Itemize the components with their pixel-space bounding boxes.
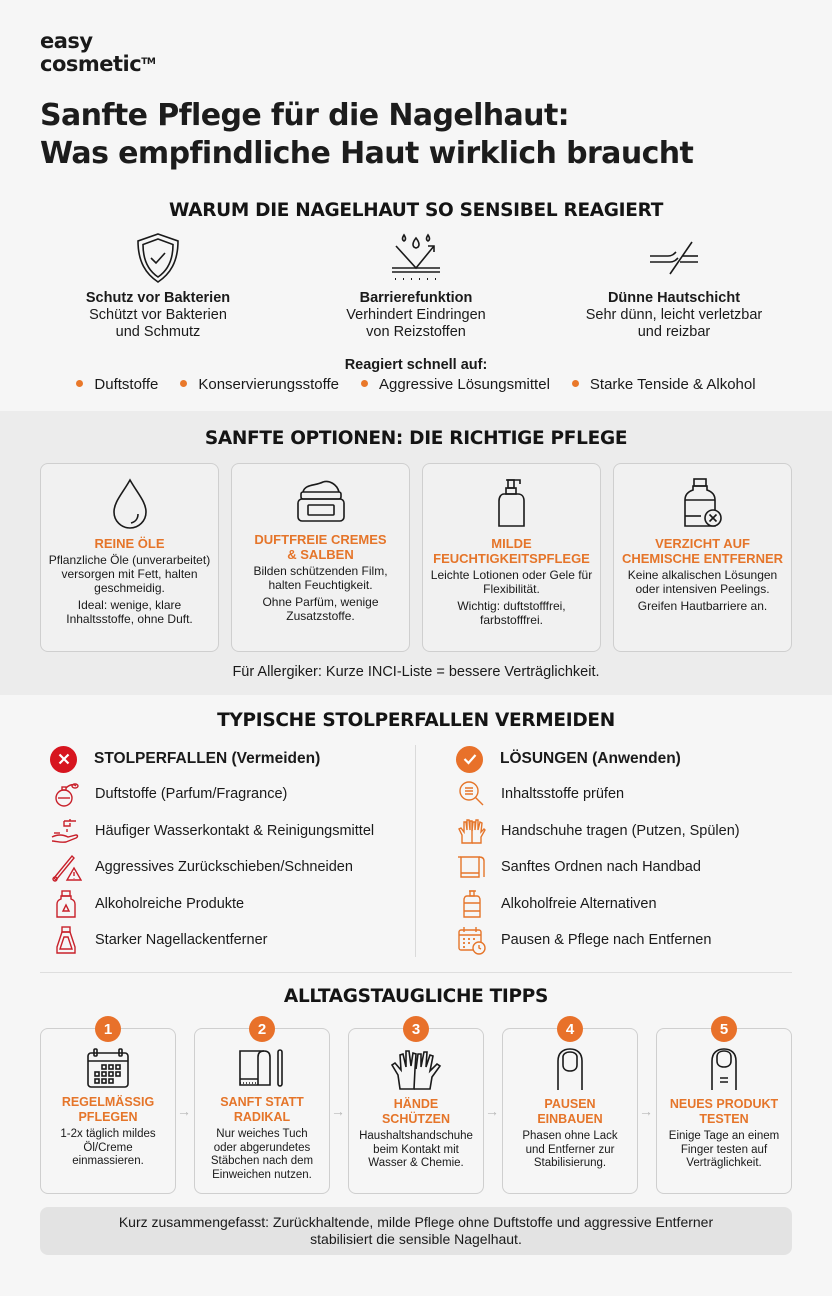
gloves-icon	[390, 1047, 442, 1091]
arrow-right-icon: →	[485, 1103, 499, 1119]
list-item: Duftstoffe	[76, 376, 158, 393]
bottle-x-icon	[679, 476, 727, 530]
allergy-note: Für Allergiker: Kurze INCI-Liste = bessere Verträglichkeit.	[232, 664, 600, 680]
tip-card-3: HÄNDE SCHÜTZEN Haushaltshandschuhe beim Kontakt mit Wasser & Chemie.	[348, 1028, 484, 1194]
calendar-icon	[85, 1047, 131, 1089]
list-item: Starke Tenside & Alkohol	[572, 376, 756, 393]
pitfalls-heading: TYPISCHE STOLPERFALLEN VERMEIDEN	[217, 710, 615, 731]
list-item: Alkoholfreie Alternativen	[446, 886, 740, 923]
why-column-thin-layer: Dünne Hautschicht Sehr dünn, leicht verletzbar und reizbar	[544, 232, 804, 341]
calendar-clock-icon	[454, 925, 490, 955]
cream-jar-icon	[293, 476, 349, 526]
reacts-list	[0, 376, 832, 393]
bullet-icon	[361, 380, 368, 387]
options-heading: SANFTE OPTIONEN: DIE RICHTIGE PFLEGE	[204, 428, 628, 449]
list-item: Alkoholreiche Produkte	[40, 886, 374, 923]
towel-icon	[454, 853, 490, 881]
step-badge-2: 2	[249, 1016, 275, 1042]
x-circle-icon	[50, 746, 77, 773]
pump-bottle-icon	[454, 889, 490, 919]
page-title: Sanfte Pflege für die Nagelhaut: Was empfindliche Haut wirklich braucht	[40, 98, 694, 171]
tip-card-5: NEUES PRODUKT TESTEN Einige Tage an einem Finger testen auf Verträglichkeit.	[656, 1028, 792, 1194]
bullet-icon	[76, 380, 83, 387]
list-item: Duftstoffe (Parfum/Fragrance)	[40, 776, 374, 813]
option-card-moisture: MILDE FEUCHTIGKEITSPFLEGE Leichte Lotionen oder Gele für Flexibilität. Wichtig: duftstofffrei, farbstofffrei.	[422, 463, 601, 652]
magnifier-list-icon	[454, 780, 490, 808]
arrow-right-icon: →	[331, 1103, 345, 1119]
list-item: Starker Nagellackentferner	[40, 922, 374, 959]
summary-box: Kurz zusammengefasst: Zurückhaltende, milde Pflege ohne Duftstoffe und aggressive Entferner stabilisiert die sensible Nagelhaut.	[40, 1207, 792, 1255]
tip-card-4: PAUSEN EINBAUEN Phasen ohne Lack und Entferner zur Stabilisierung.	[502, 1028, 638, 1194]
pusher-warning-icon	[48, 852, 84, 882]
step-badge-5: 5	[711, 1016, 737, 1042]
option-card-creams: DUFTFREIE CREMES & SALBEN Bilden schützenden Film, halten Feuchtigkeit. Ohne Parfüm, wenige Zusatzstoffe.	[231, 463, 410, 652]
brand-logo: easy cosmetic™	[40, 29, 156, 76]
thin-layer-icon	[646, 232, 702, 284]
why-heading: WARUM DIE NAGELHAUT SO SENSIBEL REAGIERT	[168, 200, 664, 221]
list-item: Konservierungsstoffe	[180, 376, 339, 393]
reacts-heading: Reagiert schnell auf:	[344, 357, 488, 373]
drop-icon	[108, 476, 152, 530]
tips-heading: ALLTAGSTAUGLICHE TIPPS	[283, 986, 549, 1007]
list-item: Handschuhe tragen (Putzen, Spülen)	[446, 813, 740, 850]
barrier-icon	[388, 232, 444, 284]
finger-test-icon	[707, 1047, 741, 1091]
alcohol-bottle-icon	[48, 889, 84, 919]
pitfalls-avoid-column: STOLPERFALLEN (Vermeiden) Duftstoffe (Parfum/Fragrance) Häufiger Wasserkontakt & Reinigungsmittel Aggressives Zurückschieben/Schneiden Alkoholreiche Produkte Starker Nagellackentferner	[40, 742, 374, 959]
pump-bottle-icon	[492, 476, 532, 530]
bullet-icon	[572, 380, 579, 387]
arrow-right-icon: →	[639, 1103, 653, 1119]
option-card-no-chemicals: VERZICHT AUF CHEMISCHE ENTFERNER Keine alkalischen Lösungen oder intensiven Peelings. Greifen Hautbarriere an.	[613, 463, 792, 652]
option-card-oils: REINE ÖLE Pflanzliche Öle (unverarbeitet) versorgen mit Fett, halten geschmeidig. Ideal: wenige, klare Inhaltsstoffe, ohne Duft.	[40, 463, 219, 652]
tip-card-2: SANFT STATT RADIKAL Nur weiches Tuch oder abgerundetes Stäbchen nach dem Einweichen nutzen.	[194, 1028, 330, 1194]
why-column-bacteria: Schutz vor Bakterien Schützt vor Bakterien und Schmutz	[28, 232, 288, 341]
list-item: Inhaltsstoffe prüfen	[446, 776, 740, 813]
list-item: Pausen & Pflege nach Entfernen	[446, 922, 740, 959]
section-divider	[40, 972, 792, 973]
shield-check-icon	[134, 232, 182, 284]
list-item: Sanftes Ordnen nach Handbad	[446, 849, 740, 886]
list-item: Aggressive Lösungsmittel	[361, 376, 550, 393]
fingernail-icon	[553, 1047, 587, 1091]
bullet-icon	[180, 380, 187, 387]
arrow-right-icon: →	[177, 1103, 191, 1119]
gloves-icon	[454, 817, 490, 845]
tip-card-1: REGELMÄSSIG PFLEGEN 1-2x täglich mildes Öl/Creme einmassieren.	[40, 1028, 176, 1194]
remover-bottle-icon	[48, 925, 84, 955]
list-item: Häufiger Wasserkontakt & Reinigungsmittel	[40, 813, 374, 850]
column-divider	[415, 745, 416, 957]
check-circle-icon	[456, 746, 483, 773]
perfume-icon	[48, 780, 84, 808]
why-column-barrier: Barrierefunktion Verhindert Eindringen von Reizstoffen	[286, 232, 546, 341]
step-badge-3: 3	[403, 1016, 429, 1042]
list-item: Aggressives Zurückschieben/Schneiden	[40, 849, 374, 886]
towel-stick-icon	[236, 1047, 288, 1089]
step-badge-1: 1	[95, 1016, 121, 1042]
tap-hand-icon	[48, 817, 84, 845]
step-badge-4: 4	[557, 1016, 583, 1042]
pitfalls-solutions-column: LÖSUNGEN (Anwenden) Inhaltsstoffe prüfen Handschuhe tragen (Putzen, Spülen) Sanftes Ordnen nach Handbad Alkoholfreie Alternativen Pausen & Pflege nach Entfernen	[446, 742, 740, 959]
